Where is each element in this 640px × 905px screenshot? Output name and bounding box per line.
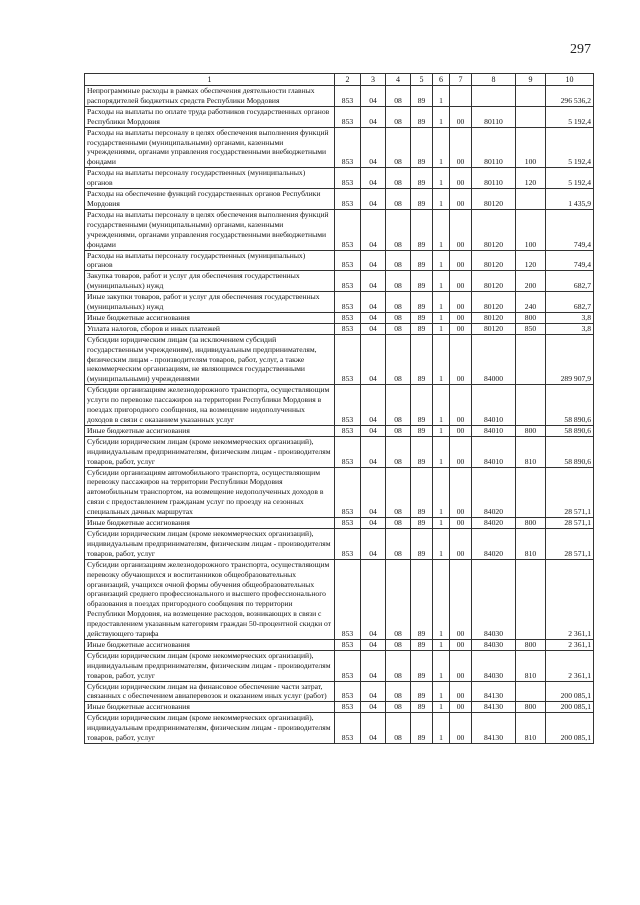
row-name: Субсидии организациям автомобильного транспорта, осуществляющим перевозку пассажиров на территории Республики Мордовия автомобильным транспортом, на возмещение недополученных доходов в связи с предоставлением гражданам услуг по проезду на сезонных специальных дачных маршрутах bbox=[85, 467, 335, 518]
cell-section: 04 bbox=[361, 292, 386, 313]
row-name: Расходы на выплаты персоналу в целях обеспечения выполнения функций государственными (муниципальными) органами, казенными учреждениями, органами управления государственными внебюджетными фондами bbox=[85, 209, 335, 250]
table-row bbox=[85, 312, 594, 323]
table-row bbox=[85, 189, 594, 210]
cell-section: 04 bbox=[361, 650, 386, 681]
cell-program: 89 bbox=[411, 713, 433, 744]
cell-expense-type bbox=[516, 681, 546, 702]
cell-expense-code: 84020 bbox=[472, 467, 516, 518]
cell-section: 04 bbox=[361, 334, 386, 385]
cell-section: 04 bbox=[361, 86, 386, 107]
cell-subsection: 08 bbox=[386, 271, 411, 292]
cell-subprogram: 1 bbox=[433, 518, 450, 529]
cell-direction: 00 bbox=[450, 209, 472, 250]
cell-subsection: 08 bbox=[386, 639, 411, 650]
column-header-2: 2 bbox=[335, 74, 361, 86]
cell-ministry-code: 853 bbox=[335, 467, 361, 518]
cell-program: 89 bbox=[411, 425, 433, 436]
cell-expense-code: 84030 bbox=[472, 639, 516, 650]
cell-ministry-code: 853 bbox=[335, 168, 361, 189]
row-name: Расходы на обеспечение функций государственных органов Республики Мордовия bbox=[85, 189, 335, 210]
table-row bbox=[85, 385, 594, 426]
cell-expense-code: 84130 bbox=[472, 702, 516, 713]
cell-amount: 200 085,1 bbox=[546, 713, 594, 744]
cell-section: 04 bbox=[361, 436, 386, 467]
row-name: Субсидии организациям железнодорожного транспорта, осуществляющим услуги по перевозке пассажиров на территории Республики Мордовия в поездах пригородного сообщения, на возмещение недополученных доходов в связи с оказанием указанных услуг bbox=[85, 385, 335, 426]
cell-direction: 00 bbox=[450, 518, 472, 529]
cell-program: 89 bbox=[411, 681, 433, 702]
cell-expense-type: 100 bbox=[516, 209, 546, 250]
table-row bbox=[85, 334, 594, 385]
cell-subprogram: 1 bbox=[433, 425, 450, 436]
cell-section: 04 bbox=[361, 559, 386, 639]
cell-amount: 28 571,1 bbox=[546, 518, 594, 529]
table-row bbox=[85, 650, 594, 681]
table-row bbox=[85, 639, 594, 650]
cell-direction: 00 bbox=[450, 334, 472, 385]
cell-section: 04 bbox=[361, 681, 386, 702]
cell-ministry-code: 853 bbox=[335, 250, 361, 271]
cell-ministry-code: 853 bbox=[335, 86, 361, 107]
cell-subprogram: 1 bbox=[433, 650, 450, 681]
row-name: Субсидии организациям железнодорожного транспорта, осуществляющим перевозку обучающихся и воспитанников общеобразовательных организаций, учащихся очной формы обучения общеобразовательных организаций среднего профессионального и высшего профессионального образования в поездах пригородного сообщения по территории Республики Мордовия, на возмещение расходов, возникающих в связи с предоставлением указанным категориям граждан 50-процентной скидки от действующего тарифа bbox=[85, 559, 335, 639]
cell-subsection: 08 bbox=[386, 385, 411, 426]
cell-expense-type: 800 bbox=[516, 425, 546, 436]
page-number: 297 bbox=[570, 42, 591, 57]
cell-amount: 2 361,1 bbox=[546, 650, 594, 681]
cell-amount: 58 890,6 bbox=[546, 436, 594, 467]
cell-expense-type: 850 bbox=[516, 323, 546, 334]
row-name: Иные бюджетные ассигнования bbox=[85, 312, 335, 323]
cell-ministry-code: 853 bbox=[335, 559, 361, 639]
cell-subsection: 08 bbox=[386, 467, 411, 518]
table-row bbox=[85, 323, 594, 334]
cell-subsection: 08 bbox=[386, 189, 411, 210]
row-name: Иные бюджетные ассигнования bbox=[85, 518, 335, 529]
cell-amount: 2 361,1 bbox=[546, 639, 594, 650]
cell-ministry-code: 853 bbox=[335, 713, 361, 744]
cell-program: 89 bbox=[411, 189, 433, 210]
column-header-9: 9 bbox=[516, 74, 546, 86]
cell-amount: 58 890,6 bbox=[546, 385, 594, 426]
cell-expense-type: 100 bbox=[516, 127, 546, 168]
cell-direction: 00 bbox=[450, 650, 472, 681]
cell-subsection: 08 bbox=[386, 86, 411, 107]
cell-subprogram: 1 bbox=[433, 713, 450, 744]
cell-expense-code: 80110 bbox=[472, 168, 516, 189]
row-name: Расходы на выплаты персоналу государственных (муниципальных) органов bbox=[85, 250, 335, 271]
cell-expense-type: 810 bbox=[516, 650, 546, 681]
row-name: Субсидии юридическим лицам (кроме некоммерческих организаций), индивидуальным предпринимателям, физическим лицам - производителям товаров, работ, услуг bbox=[85, 528, 335, 559]
column-header-10: 10 bbox=[546, 74, 594, 86]
cell-expense-type: 120 bbox=[516, 250, 546, 271]
cell-program: 89 bbox=[411, 639, 433, 650]
row-name: Субсидии юридическим лицам (кроме некоммерческих организаций), индивидуальным предпринимателям, физическим лицам - производителям товаров, работ, услуг bbox=[85, 436, 335, 467]
cell-ministry-code: 853 bbox=[335, 425, 361, 436]
cell-subsection: 08 bbox=[386, 518, 411, 529]
cell-direction: 00 bbox=[450, 323, 472, 334]
cell-expense-type: 800 bbox=[516, 312, 546, 323]
cell-amount: 749,4 bbox=[546, 250, 594, 271]
row-name: Субсидии юридическим лицам (за исключением субсидий государственным учреждениям), индивидуальным предпринимателям, физическим лицам - производителям товаров, работ, услуг, а также некоммерческим организациям, не являющимся государственными (муниципальными) учреждениями bbox=[85, 334, 335, 385]
cell-program: 89 bbox=[411, 292, 433, 313]
cell-section: 04 bbox=[361, 518, 386, 529]
cell-subsection: 08 bbox=[386, 681, 411, 702]
cell-amount: 58 890,6 bbox=[546, 425, 594, 436]
cell-program: 89 bbox=[411, 209, 433, 250]
cell-amount: 5 192,4 bbox=[546, 127, 594, 168]
cell-expense-type bbox=[516, 86, 546, 107]
cell-subsection: 08 bbox=[386, 250, 411, 271]
cell-direction: 00 bbox=[450, 639, 472, 650]
cell-expense-type: 800 bbox=[516, 702, 546, 713]
cell-direction: 00 bbox=[450, 559, 472, 639]
cell-expense-code: 84020 bbox=[472, 528, 516, 559]
cell-program: 89 bbox=[411, 559, 433, 639]
cell-expense-code: 80120 bbox=[472, 271, 516, 292]
cell-subsection: 08 bbox=[386, 292, 411, 313]
table-row bbox=[85, 528, 594, 559]
cell-subprogram: 1 bbox=[433, 209, 450, 250]
budget-table bbox=[84, 73, 594, 744]
cell-expense-code: 80110 bbox=[472, 106, 516, 127]
cell-expense-type bbox=[516, 189, 546, 210]
column-header-7: 7 bbox=[450, 74, 472, 86]
cell-section: 04 bbox=[361, 702, 386, 713]
column-header-1: 1 bbox=[85, 74, 335, 86]
cell-expense-code: 84000 bbox=[472, 334, 516, 385]
cell-section: 04 bbox=[361, 106, 386, 127]
cell-direction: 00 bbox=[450, 528, 472, 559]
cell-subprogram: 1 bbox=[433, 334, 450, 385]
cell-subprogram: 1 bbox=[433, 86, 450, 107]
cell-expense-code: 84020 bbox=[472, 518, 516, 529]
cell-amount: 5 192,4 bbox=[546, 106, 594, 127]
column-header-8: 8 bbox=[472, 74, 516, 86]
cell-subprogram: 1 bbox=[433, 385, 450, 426]
cell-direction: 00 bbox=[450, 713, 472, 744]
cell-program: 89 bbox=[411, 127, 433, 168]
cell-subsection: 08 bbox=[386, 106, 411, 127]
cell-subsection: 08 bbox=[386, 425, 411, 436]
cell-subprogram: 1 bbox=[433, 106, 450, 127]
cell-amount: 3,8 bbox=[546, 312, 594, 323]
cell-ministry-code: 853 bbox=[335, 436, 361, 467]
table-row bbox=[85, 168, 594, 189]
cell-program: 89 bbox=[411, 271, 433, 292]
cell-amount: 749,4 bbox=[546, 209, 594, 250]
cell-subsection: 08 bbox=[386, 436, 411, 467]
cell-section: 04 bbox=[361, 425, 386, 436]
cell-subprogram: 1 bbox=[433, 189, 450, 210]
cell-expense-type: 800 bbox=[516, 518, 546, 529]
cell-program: 89 bbox=[411, 323, 433, 334]
cell-subsection: 08 bbox=[386, 168, 411, 189]
cell-expense-type bbox=[516, 559, 546, 639]
cell-subprogram: 1 bbox=[433, 292, 450, 313]
cell-direction: 00 bbox=[450, 127, 472, 168]
cell-ministry-code: 853 bbox=[335, 385, 361, 426]
cell-amount: 200 085,1 bbox=[546, 681, 594, 702]
cell-section: 04 bbox=[361, 209, 386, 250]
cell-ministry-code: 853 bbox=[335, 106, 361, 127]
cell-ministry-code: 853 bbox=[335, 292, 361, 313]
cell-section: 04 bbox=[361, 528, 386, 559]
cell-expense-code: 84010 bbox=[472, 385, 516, 426]
row-name: Закупка товаров, работ и услуг для обеспечения государственных (муниципальных) нужд bbox=[85, 271, 335, 292]
cell-expense-type bbox=[516, 106, 546, 127]
table-row bbox=[85, 436, 594, 467]
table-row bbox=[85, 425, 594, 436]
cell-subprogram: 1 bbox=[433, 528, 450, 559]
cell-program: 89 bbox=[411, 86, 433, 107]
cell-direction: 00 bbox=[450, 271, 472, 292]
cell-direction: 00 bbox=[450, 292, 472, 313]
table-row bbox=[85, 292, 594, 313]
row-name: Расходы на выплаты по оплате труда работников государственных органов Республики Мордовия bbox=[85, 106, 335, 127]
cell-direction: 00 bbox=[450, 312, 472, 323]
cell-direction: 00 bbox=[450, 702, 472, 713]
cell-program: 89 bbox=[411, 650, 433, 681]
cell-section: 04 bbox=[361, 312, 386, 323]
cell-section: 04 bbox=[361, 127, 386, 168]
cell-amount: 5 192,4 bbox=[546, 168, 594, 189]
row-name: Иные бюджетные ассигнования bbox=[85, 702, 335, 713]
cell-subprogram: 1 bbox=[433, 702, 450, 713]
cell-direction: 00 bbox=[450, 436, 472, 467]
cell-section: 04 bbox=[361, 323, 386, 334]
column-header-6: 6 bbox=[433, 74, 450, 86]
cell-subprogram: 1 bbox=[433, 467, 450, 518]
cell-expense-code: 80120 bbox=[472, 323, 516, 334]
cell-expense-code: 84030 bbox=[472, 559, 516, 639]
table-row bbox=[85, 250, 594, 271]
column-header-5: 5 bbox=[411, 74, 433, 86]
cell-section: 04 bbox=[361, 639, 386, 650]
cell-ministry-code: 853 bbox=[335, 127, 361, 168]
table-row bbox=[85, 559, 594, 639]
cell-expense-code: 80120 bbox=[472, 209, 516, 250]
cell-ministry-code: 853 bbox=[335, 271, 361, 292]
cell-direction bbox=[450, 86, 472, 107]
cell-program: 89 bbox=[411, 518, 433, 529]
cell-section: 04 bbox=[361, 168, 386, 189]
cell-expense-type: 200 bbox=[516, 271, 546, 292]
cell-ministry-code: 853 bbox=[335, 312, 361, 323]
table-row bbox=[85, 271, 594, 292]
cell-expense-type bbox=[516, 467, 546, 518]
row-name: Непрограммные расходы в рамках обеспечения деятельности главных распорядителей бюджетных средств Республики Мордовия bbox=[85, 86, 335, 107]
cell-subprogram: 1 bbox=[433, 168, 450, 189]
cell-section: 04 bbox=[361, 713, 386, 744]
cell-expense-code: 84130 bbox=[472, 713, 516, 744]
cell-expense-type: 810 bbox=[516, 528, 546, 559]
cell-program: 89 bbox=[411, 250, 433, 271]
cell-expense-code: 84130 bbox=[472, 681, 516, 702]
cell-subsection: 08 bbox=[386, 559, 411, 639]
cell-expense-code: 80120 bbox=[472, 312, 516, 323]
cell-expense-type bbox=[516, 334, 546, 385]
table-row bbox=[85, 209, 594, 250]
cell-amount: 200 085,1 bbox=[546, 702, 594, 713]
cell-expense-code: 80120 bbox=[472, 250, 516, 271]
cell-subprogram: 1 bbox=[433, 323, 450, 334]
cell-amount: 2 361,1 bbox=[546, 559, 594, 639]
cell-program: 89 bbox=[411, 467, 433, 518]
row-name: Иные бюджетные ассигнования bbox=[85, 425, 335, 436]
cell-direction: 00 bbox=[450, 168, 472, 189]
cell-section: 04 bbox=[361, 189, 386, 210]
table-row bbox=[85, 467, 594, 518]
cell-direction: 00 bbox=[450, 250, 472, 271]
row-name: Субсидии юридическим лицам (кроме некоммерческих организаций), индивидуальным предпринимателям, физическим лицам - производителям товаров, работ, услуг bbox=[85, 713, 335, 744]
cell-ministry-code: 853 bbox=[335, 528, 361, 559]
cell-expense-code: 80120 bbox=[472, 189, 516, 210]
cell-program: 89 bbox=[411, 436, 433, 467]
cell-subsection: 08 bbox=[386, 713, 411, 744]
table-row bbox=[85, 681, 594, 702]
cell-expense-type bbox=[516, 385, 546, 426]
cell-amount: 296 536,2 bbox=[546, 86, 594, 107]
cell-direction: 00 bbox=[450, 385, 472, 426]
cell-expense-type: 800 bbox=[516, 639, 546, 650]
cell-amount: 289 907,9 bbox=[546, 334, 594, 385]
cell-subprogram: 1 bbox=[433, 250, 450, 271]
cell-subsection: 08 bbox=[386, 312, 411, 323]
cell-subprogram: 1 bbox=[433, 639, 450, 650]
cell-expense-code: 84010 bbox=[472, 436, 516, 467]
cell-ministry-code: 853 bbox=[335, 702, 361, 713]
cell-section: 04 bbox=[361, 385, 386, 426]
row-name: Субсидии юридическим лицам (кроме некоммерческих организаций), индивидуальным предпринимателям, физическим лицам - производителям товаров, работ, услуг bbox=[85, 650, 335, 681]
cell-section: 04 bbox=[361, 467, 386, 518]
cell-amount: 682,7 bbox=[546, 292, 594, 313]
cell-direction: 00 bbox=[450, 467, 472, 518]
cell-expense-type: 240 bbox=[516, 292, 546, 313]
row-name: Уплата налогов, сборов и иных платежей bbox=[85, 323, 335, 334]
cell-subprogram: 1 bbox=[433, 271, 450, 292]
cell-amount: 3,8 bbox=[546, 323, 594, 334]
table-header-row bbox=[85, 74, 594, 86]
cell-subsection: 08 bbox=[386, 528, 411, 559]
table-row bbox=[85, 106, 594, 127]
cell-ministry-code: 853 bbox=[335, 639, 361, 650]
cell-subsection: 08 bbox=[386, 334, 411, 385]
cell-subsection: 08 bbox=[386, 323, 411, 334]
cell-section: 04 bbox=[361, 250, 386, 271]
cell-ministry-code: 853 bbox=[335, 209, 361, 250]
cell-direction: 00 bbox=[450, 425, 472, 436]
table-row bbox=[85, 127, 594, 168]
cell-amount: 28 571,1 bbox=[546, 467, 594, 518]
cell-expense-type: 810 bbox=[516, 436, 546, 467]
cell-expense-type: 810 bbox=[516, 713, 546, 744]
cell-amount: 28 571,1 bbox=[546, 528, 594, 559]
cell-subsection: 08 bbox=[386, 702, 411, 713]
cell-subsection: 08 bbox=[386, 127, 411, 168]
row-name: Расходы на выплаты персоналу государственных (муниципальных) органов bbox=[85, 168, 335, 189]
row-name: Иные бюджетные ассигнования bbox=[85, 639, 335, 650]
cell-direction: 00 bbox=[450, 106, 472, 127]
cell-subprogram: 1 bbox=[433, 559, 450, 639]
cell-amount: 682,7 bbox=[546, 271, 594, 292]
cell-expense-type: 120 bbox=[516, 168, 546, 189]
cell-program: 89 bbox=[411, 702, 433, 713]
cell-direction: 00 bbox=[450, 681, 472, 702]
row-name: Субсидии юридическим лицам на финансовое обеспечение части затрат, связанных с обеспечением авиаперевозок и оказанием иных услуг (работ) bbox=[85, 681, 335, 702]
cell-subprogram: 1 bbox=[433, 681, 450, 702]
table-row bbox=[85, 518, 594, 529]
cell-amount: 1 435,9 bbox=[546, 189, 594, 210]
cell-ministry-code: 853 bbox=[335, 189, 361, 210]
table-row bbox=[85, 702, 594, 713]
cell-program: 89 bbox=[411, 312, 433, 323]
cell-subprogram: 1 bbox=[433, 312, 450, 323]
row-name: Расходы на выплаты персоналу в целях обеспечения выполнения функций государственными (муниципальными) органами, казенными учреждениями, органами управления государственными внебюджетными фондами bbox=[85, 127, 335, 168]
cell-program: 89 bbox=[411, 106, 433, 127]
column-header-4: 4 bbox=[386, 74, 411, 86]
table-row bbox=[85, 713, 594, 744]
cell-ministry-code: 853 bbox=[335, 681, 361, 702]
cell-program: 89 bbox=[411, 334, 433, 385]
cell-expense-code: 80110 bbox=[472, 127, 516, 168]
cell-subprogram: 1 bbox=[433, 127, 450, 168]
cell-expense-code: 80120 bbox=[472, 292, 516, 313]
cell-ministry-code: 853 bbox=[335, 334, 361, 385]
cell-expense-code: 84010 bbox=[472, 425, 516, 436]
cell-ministry-code: 853 bbox=[335, 518, 361, 529]
cell-expense-code: 84030 bbox=[472, 650, 516, 681]
cell-program: 89 bbox=[411, 168, 433, 189]
cell-subsection: 08 bbox=[386, 209, 411, 250]
cell-section: 04 bbox=[361, 271, 386, 292]
table-row bbox=[85, 86, 594, 107]
column-header-3: 3 bbox=[361, 74, 386, 86]
cell-direction: 00 bbox=[450, 189, 472, 210]
cell-subprogram: 1 bbox=[433, 436, 450, 467]
row-name: Иные закупки товаров, работ и услуг для обеспечения государственных (муниципальных) нужд bbox=[85, 292, 335, 313]
cell-program: 89 bbox=[411, 528, 433, 559]
cell-expense-code bbox=[472, 86, 516, 107]
cell-program: 89 bbox=[411, 385, 433, 426]
cell-ministry-code: 853 bbox=[335, 650, 361, 681]
cell-subsection: 08 bbox=[386, 650, 411, 681]
cell-ministry-code: 853 bbox=[335, 323, 361, 334]
